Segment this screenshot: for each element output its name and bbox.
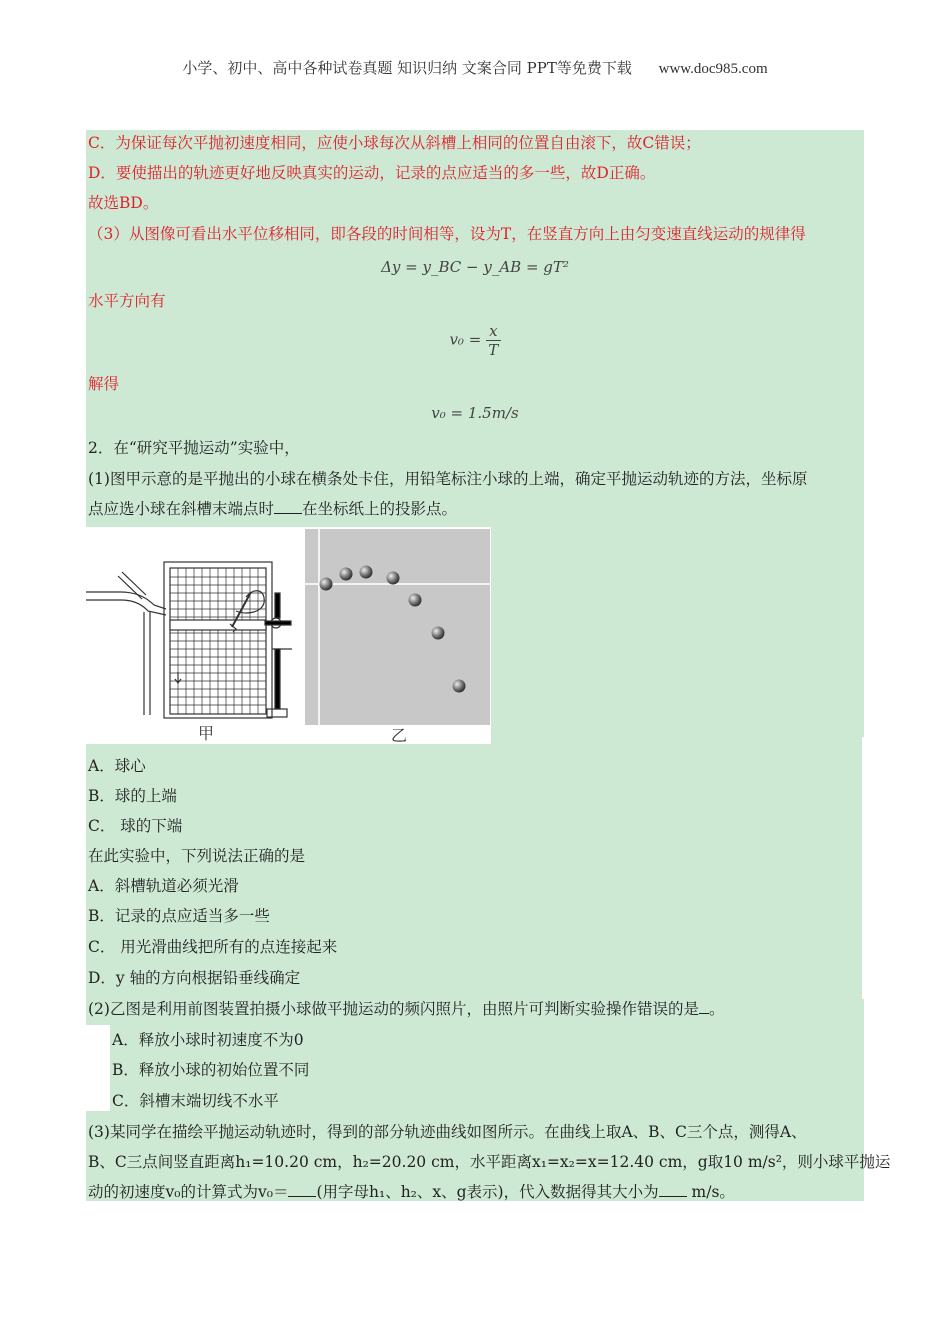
ball-image bbox=[432, 627, 445, 640]
question-3-line2: B、C三点间竖直距离h₁=10.20 cm，h₂=20.20 cm，水平距离x₁=x₂=x=12.40 cm，g取10 m/s²，则小球平抛运 bbox=[88, 1153, 891, 1171]
option-2a: A．斜槽轨道必须光滑 bbox=[88, 877, 239, 895]
experiment-figure bbox=[86, 527, 491, 744]
option-2d: D．y 轴的方向根据铅垂线确定 bbox=[88, 969, 301, 987]
question-title: 2．在“研究平抛运动”实验中， bbox=[88, 439, 300, 457]
page-header bbox=[0, 57, 950, 78]
solution-option-d: D．要使描出的轨迹更好地反映真实的运动，记录的点应适当的多一些，故D正确。 bbox=[88, 164, 656, 182]
option-1a: A．球心 bbox=[88, 757, 146, 775]
ball-image bbox=[387, 572, 400, 585]
figure-label-right: 乙 bbox=[391, 726, 408, 744]
solution-horizontal: 水平方向有 bbox=[88, 292, 166, 310]
option-2b: B．记录的点应适当多一些 bbox=[88, 907, 270, 925]
answer-blank[interactable] bbox=[288, 1182, 316, 1197]
equation-v0-fraction: v₀ = $\frac{x}{T}$ bbox=[86, 322, 864, 359]
option-1c: C． 球的下端 bbox=[88, 817, 183, 835]
strobe-photo bbox=[305, 529, 490, 725]
option-1b: B．球的上端 bbox=[88, 787, 177, 805]
header-url[interactable]: www.doc985.com bbox=[658, 61, 768, 77]
figure-label-left: 甲 bbox=[198, 724, 215, 743]
question-1-line1: (1)图甲示意的是平抛出的小球在横条处卡住，用铅笔标注小球的上端，确定平抛运动轨迹的方法，坐标原 bbox=[88, 470, 808, 488]
equation-delta-y: Δy = y_BC − y_AB = gT² bbox=[381, 258, 569, 276]
highlight-block-options bbox=[86, 737, 862, 999]
option-3b: B．释放小球的初始位置不同 bbox=[112, 1061, 310, 1079]
question-2: (2)乙图是利用前图装置拍摄小球做平抛运动的频闪照片，由照片可判断实验操作错误的是 。 bbox=[88, 1000, 725, 1018]
equation-v0-result: v₀ = 1.5m/s bbox=[431, 404, 519, 422]
question-1-line2: 点应选小球在斜槽末端点时 在坐标纸上的投影点。 bbox=[88, 500, 458, 518]
solution-option-c: C．为保证每次平抛初速度相同，应使小球每次从斜槽上相同的位置自由滚下，故C错误； bbox=[88, 134, 701, 152]
header-text: 小学、初中、高中各种试卷真题 知识归纳 文案合同 PPT等免费下载 bbox=[182, 59, 632, 77]
apparatus-diagram bbox=[86, 562, 292, 718]
answer-blank[interactable] bbox=[699, 999, 709, 1014]
solution-answer: 故选BD。 bbox=[88, 194, 159, 212]
ball-image bbox=[453, 680, 466, 693]
solution-solve: 解得 bbox=[88, 375, 120, 393]
question-3-line1: (3)某同学在描绘平抛运动轨迹时，得到的部分轨迹曲线如图所示。在曲线上取A、B、C三个点，测得A、 bbox=[88, 1123, 807, 1141]
solution-part3: （3）从图像可看出水平位移相同，即各段的时间相等，设为T，在竖直方向上由匀变速直线运动的规律得 bbox=[88, 225, 806, 243]
ball-image bbox=[360, 566, 373, 579]
option-2c: C． 用光滑曲线把所有的点连接起来 bbox=[88, 938, 338, 956]
ball-image bbox=[409, 594, 422, 607]
answer-blank[interactable] bbox=[659, 1182, 687, 1197]
option-3a: A．释放小球时初速度不为0 bbox=[112, 1031, 304, 1049]
question-1b: 在此实验中，下列说法正确的是 bbox=[88, 847, 306, 865]
answer-blank[interactable] bbox=[274, 499, 302, 514]
question-3-line3: 动的初速度v₀的计算式为v₀＝ (用字母h₁、h₂、x、g表示)，代入数据得其大小为 m/s。 bbox=[88, 1183, 735, 1201]
ball-image bbox=[340, 568, 353, 581]
option-3c: C．斜槽末端切线不水平 bbox=[112, 1092, 279, 1110]
ball-image bbox=[320, 578, 333, 591]
figure-svg bbox=[86, 527, 491, 744]
